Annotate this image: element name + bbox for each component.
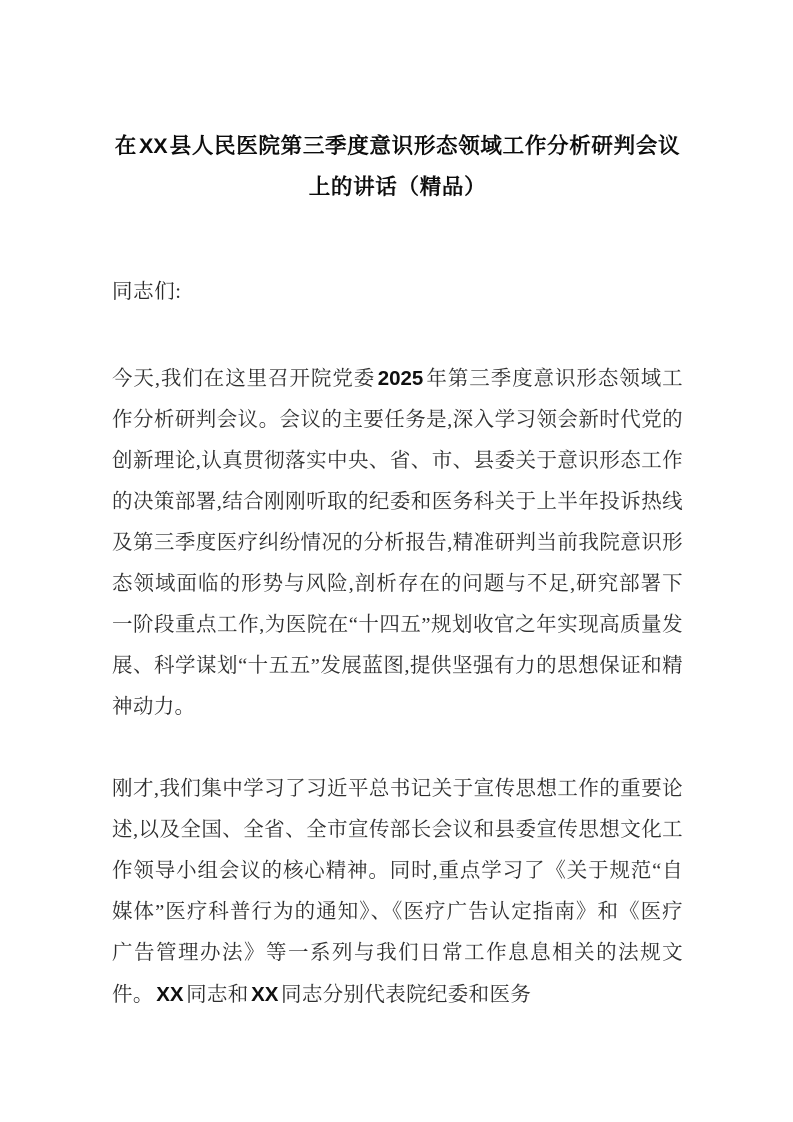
paragraph-2-segment-2: 同志和 [186,984,249,1006]
paragraph-1-segment-1: 今天,我们在这里召开院党委 [112,368,376,390]
body-paragraph-1 [112,313,683,728]
paragraph-1-segment-2: 年第三季度意识形态领域工作分析研判会议。会议的主要任务是,深入学习领会新时代党的创新理论,认真贯彻落实中央、省、市、县委关于意识形态工作的决策部署,结合刚刚听取的纪委和医务科关于上半年投诉热线及第三季度医疗纠纷情况的分析报告,精准研判当前我院意识形态领域面临的形势与风险,剖析存在的问题与不足,研究部署下一阶段重点工作,为医院在“十四五”规划收官之年实现高质量发展、科学谋划“十五五”发展蓝图,提供坚强有力的思想保证和精神动力。 [112,368,683,718]
paragraph-2-segment-3: 同志分别代表院纪委和医务 [280,984,532,1006]
salutation: 同志们: [112,281,182,303]
paragraph-2-latin-placeholder-1: XX [156,983,184,1006]
title-line-two: 判会议上的讲话（精品） [308,134,681,199]
paragraph-1-year-value: 2025 [377,367,424,390]
title-latin-placeholder: XX [138,134,168,158]
paragraph-2-segment-1: 刚才,我们集中学习了习近平总书记关于宣传思想工作的重要论述,以及全国、全省、全市宣传部长会议和县委宣传思想文化工作领导小组会议的核心精神。同时,重点学习了《关于规范“自媒体”医疗科普行为的通知》、《医疗广告认定指南》和《医疗广告管理办法》等一系列与我们日常工作息息相关的法规文件。 [112,778,683,1006]
title-prefix: 在 [114,134,137,158]
body-paragraph-2 [112,728,683,1016]
paragraph-2-latin-placeholder-2: XX [251,983,279,1006]
document-content-column [112,0,683,1016]
document-title [112,0,683,208]
title-suffix: 县人民医院第三季度意识形态领域工作分析研 [169,134,614,158]
